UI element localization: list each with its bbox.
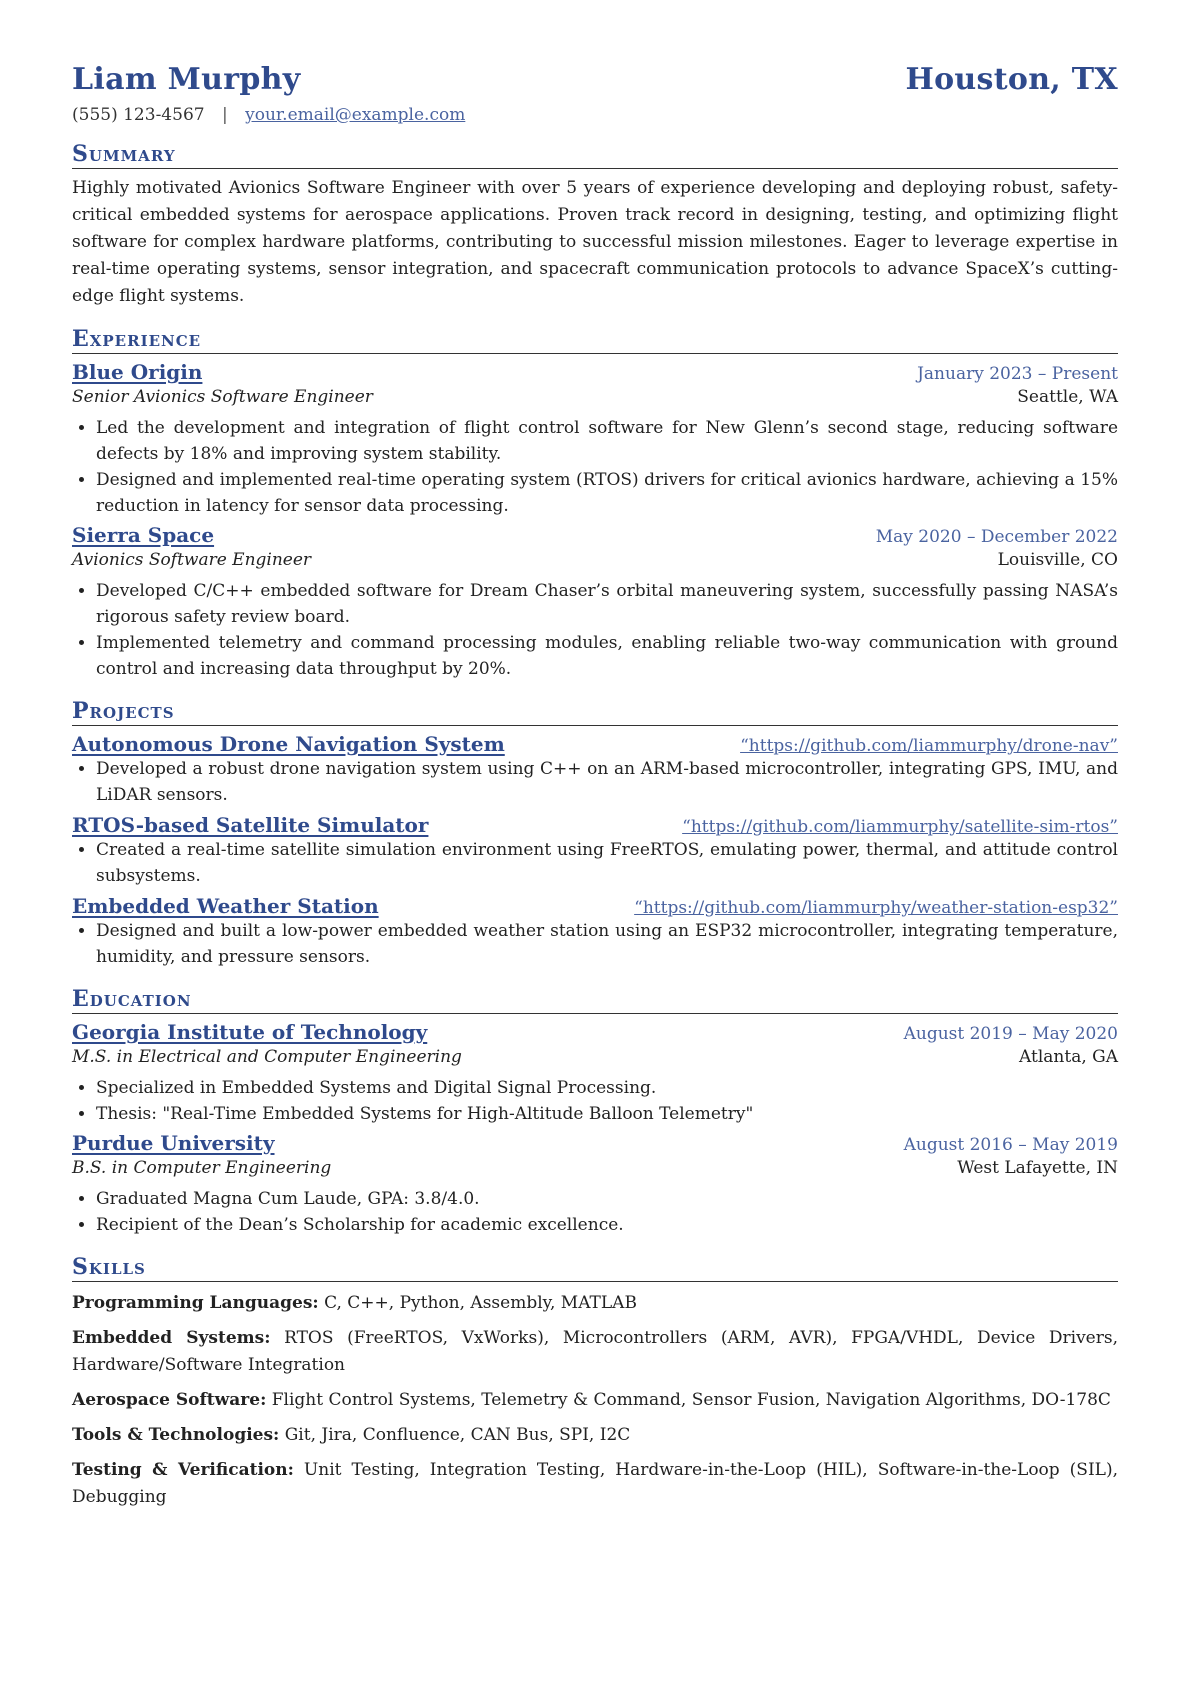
project-entry [72, 732, 1118, 808]
contact-separator: | [221, 105, 228, 125]
list-item: • Implemented telemetry and command processing modules, enabling reliable two-way communication with ground control and increasing data throughput by 20%. [96, 630, 1118, 682]
skill-value: RTOS (FreeRTOS, VxWorks), Microcontrollers (ARM, AVR), FPGA/VHDL, Device Drivers, Hardware/Software Integration [72, 1328, 1118, 1375]
job-bullets [72, 415, 1118, 519]
job-title: Avionics Software Engineer [72, 550, 312, 570]
project-bullets [72, 918, 1118, 970]
list-item: • Developed a robust drone navigation system using C++ on an ARM-based microcontroller, integrating GPS, IMU, and LiDAR sensors. [96, 756, 1118, 808]
skill-value: C, C++, Python, Assembly, MATLAB [318, 1293, 637, 1313]
skill-row [72, 1457, 1118, 1511]
section-title-summary: Summary [72, 141, 1118, 169]
project-name[interactable]: RTOS-based Satellite Simulator [72, 813, 429, 837]
skill-label: Programming Languages: [72, 1293, 319, 1313]
degree-name: B.S. in Computer Engineering [72, 1158, 332, 1178]
education-dates: August 2016 – May 2019 [903, 1135, 1118, 1155]
section-title-experience: Experience [72, 326, 1118, 354]
skill-row [72, 1325, 1118, 1379]
education-section [72, 986, 1118, 1238]
list-item: • Specialized in Embedded Systems and Digital Signal Processing. [96, 1075, 1118, 1101]
list-item: • Developed C/C++ embedded software for Dream Chaser’s orbital maneuvering system, successfully passing NASA’s rigorous safety review board. [96, 578, 1118, 630]
skill-row [72, 1422, 1118, 1449]
skill-label: Testing & Verification: [72, 1460, 294, 1480]
projects-section [72, 698, 1118, 970]
summary-text: Highly motivated Avionics Software Engineer with over 5 years of experience developing and deploying robust, safety-critical embedded systems for aerospace applications. Proven track record in designing, testing, and optimizing flight software for complex hardware platforms, contributing to successful mission milestones. Eager to leverage expertise in real-time operating systems, sensor integration, and spacecraft communication protocols to advance SpaceX’s cutting-edge flight systems. [72, 178, 1118, 306]
project-name[interactable]: Autonomous Drone Navigation System [72, 732, 505, 756]
section-title-projects: Projects [72, 698, 1118, 726]
project-entry [72, 894, 1118, 970]
job-bullets [72, 578, 1118, 682]
experience-entry [72, 523, 1118, 682]
candidate-location: Houston, TX [905, 62, 1118, 97]
job-dates: January 2023 – Present [917, 364, 1118, 384]
section-title-skills: Skills [72, 1254, 1118, 1282]
school-name[interactable]: Georgia Institute of Technology [72, 1020, 428, 1044]
project-name[interactable]: Embedded Weather Station [72, 894, 379, 918]
project-link[interactable]: “https://github.com/liammurphy/weather-station-esp32” [634, 898, 1118, 918]
job-location: Seattle, WA [1017, 387, 1118, 407]
project-bullets [72, 756, 1118, 808]
education-entry [72, 1020, 1118, 1127]
section-title-education: Education [72, 986, 1118, 1014]
skills-section [72, 1254, 1118, 1511]
skill-row [72, 1387, 1118, 1414]
skill-value: Flight Control Systems, Telemetry & Command, Sensor Fusion, Navigation Algorithms, DO-178C [266, 1390, 1111, 1410]
education-bullets [72, 1186, 1118, 1238]
school-location: West Lafayette, IN [957, 1158, 1118, 1178]
list-item: • Led the development and integration of flight control software for New Glenn’s second stage, reducing software defects by 18% and improving system stability. [96, 415, 1118, 467]
degree-name: M.S. in Electrical and Computer Engineering [72, 1047, 462, 1067]
email-link[interactable]: your.email@example.com [245, 105, 466, 125]
skill-value: Unit Testing, Integration Testing, Hardware-in-the-Loop (HIL), Software-in-the-Loop (SIL), Debugging [72, 1460, 1118, 1507]
experience-section [72, 326, 1118, 682]
candidate-name: Liam Murphy [72, 62, 301, 97]
company-name[interactable]: Sierra Space [72, 523, 215, 547]
phone-number: (555) 123-4567 [72, 105, 205, 125]
school-location: Atlanta, GA [1019, 1047, 1118, 1067]
list-item: • Graduated Magna Cum Laude, GPA: 3.8/4.0. [96, 1186, 1118, 1212]
project-link[interactable]: “https://github.com/liammurphy/satellite-sim-rtos” [682, 817, 1118, 837]
skill-label: Tools & Technologies: [72, 1425, 280, 1445]
list-item: • Thesis: "Real-Time Embedded Systems for High-Altitude Balloon Telemetry" [96, 1101, 1118, 1127]
list-item: • Designed and implemented real-time operating system (RTOS) drivers for critical avionics hardware, achieving a 15% reduction in latency for sensor data processing. [96, 467, 1118, 519]
skill-label: Aerospace Software: [72, 1390, 267, 1410]
education-bullets [72, 1075, 1118, 1127]
education-entry [72, 1131, 1118, 1238]
resume-header [72, 62, 1118, 97]
list-item: • Designed and built a low-power embedded weather station using an ESP32 microcontroller, integrating temperature, humidity, and pressure sensors. [96, 918, 1118, 970]
company-name[interactable]: Blue Origin [72, 360, 203, 384]
skill-value: Git, Jira, Confluence, CAN Bus, SPI, I2C [279, 1425, 631, 1445]
project-link[interactable]: “https://github.com/liammurphy/drone-nav” [740, 736, 1118, 756]
skill-row [72, 1290, 1118, 1317]
summary-section [72, 141, 1118, 310]
school-name[interactable]: Purdue University [72, 1131, 275, 1155]
project-entry [72, 813, 1118, 889]
contact-line [72, 105, 1118, 125]
project-bullets [72, 837, 1118, 889]
job-location: Louisville, CO [997, 550, 1118, 570]
skill-label: Embedded Systems: [72, 1328, 271, 1348]
job-title: Senior Avionics Software Engineer [72, 387, 373, 407]
job-dates: May 2020 – December 2022 [875, 527, 1118, 547]
experience-entry [72, 360, 1118, 519]
education-dates: August 2019 – May 2020 [903, 1024, 1118, 1044]
list-item: • Recipient of the Dean’s Scholarship for academic excellence. [96, 1212, 1118, 1238]
list-item: • Created a real-time satellite simulation environment using FreeRTOS, emulating power, thermal, and attitude control subsystems. [96, 837, 1118, 889]
